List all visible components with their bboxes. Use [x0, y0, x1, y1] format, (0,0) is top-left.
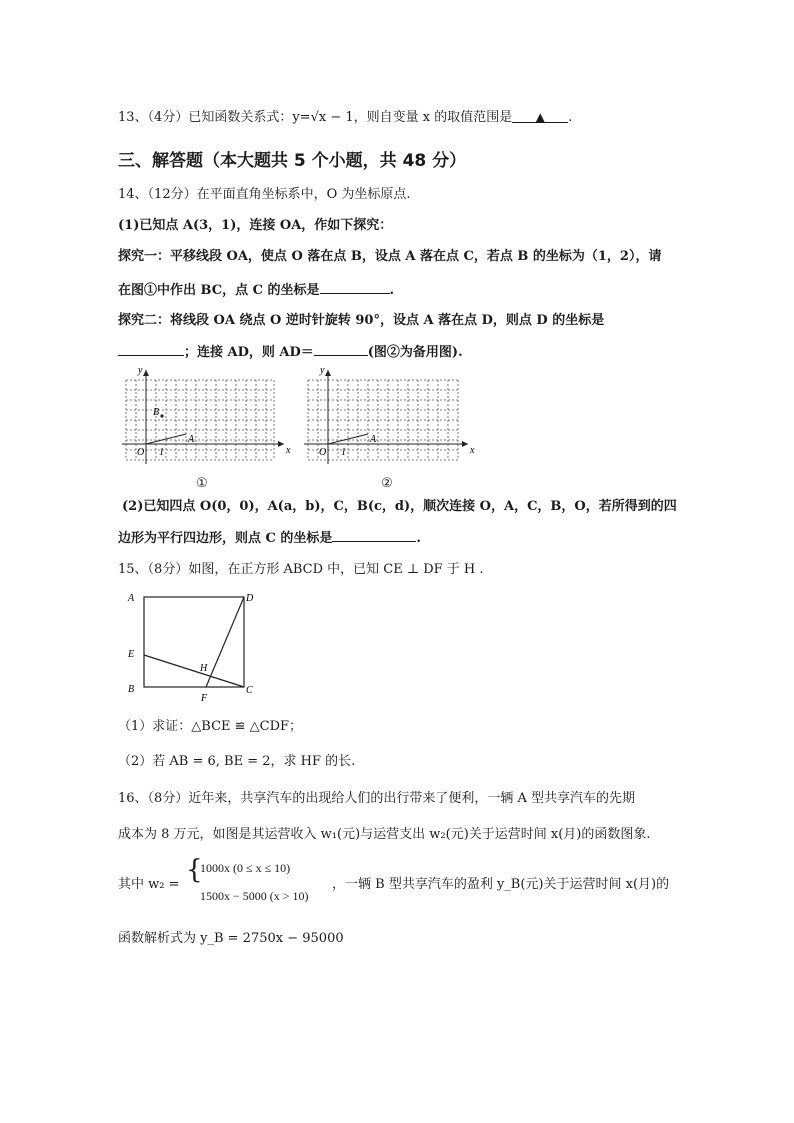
- segment-oa: [328, 434, 368, 444]
- q13-function: y=√x − 1: [292, 110, 354, 125]
- x-axis-arrow-icon: [462, 441, 468, 447]
- label-a: A: [128, 593, 135, 604]
- q14-part2-end: .: [416, 531, 421, 546]
- triangle-mark-icon: ▲: [535, 110, 545, 124]
- x-axis-label: x: [470, 445, 475, 456]
- q14-explore1-end: .: [389, 283, 395, 298]
- q16-line2: 成本为 8 万元，如图是其运营收入 w₁(元)与运营支出 w₂(元)关于运营时间 x(月)的函数图象.: [118, 827, 651, 842]
- q16-line1: 16、（8分）近年来，共享汽车的出现给人们的出行带来了便利，一辆 A 型共享汽车的先期: [118, 791, 635, 806]
- point-b: [160, 414, 163, 417]
- label-b: B: [128, 684, 135, 695]
- segment-oa: [146, 434, 186, 444]
- q14-explore2-b2: (图②为备用图).: [367, 345, 463, 360]
- square-abcd-figure: [118, 585, 268, 707]
- q14-ad-blank: [314, 343, 368, 356]
- q16-line3-suffix: ，一辆 B 型共享汽车的盈利 y_B(元)关于运营时间 x(月)的: [332, 877, 670, 892]
- segment-ce: [144, 655, 244, 687]
- label-d: D: [246, 593, 254, 604]
- label-c: C: [246, 685, 253, 696]
- q13-suffix: .: [568, 110, 573, 125]
- y-axis-label: y: [138, 365, 143, 376]
- q14-explore2-b1: ；连接 AD，则 AD＝: [184, 345, 314, 360]
- figure-2-caption: ②: [381, 476, 393, 491]
- coordinate-grid-figure-1: [118, 364, 298, 469]
- unit-label: 1: [159, 447, 164, 458]
- q16-case1: 1000x (0 ≤ x ≤ 10): [200, 861, 291, 875]
- q14-explore2-a: 探究二：将线段 OA 绕点 O 逆时针旋转 90°，设点 A 落在点 D，则点 D 的坐标是: [118, 313, 605, 328]
- grid-lines: [308, 380, 458, 460]
- q14-part2-a: (2)已知四点 O(0，0)，A(a，b)，C，B(c，d)，顺次连接 O，A，C，B，O，若所得到的四: [122, 499, 677, 514]
- grid-lines: [126, 380, 274, 460]
- x-axis-label: x: [286, 445, 291, 456]
- origin-label: O: [137, 447, 145, 458]
- coordinate-grid-figure-2: [300, 364, 480, 469]
- square-abcd: [144, 597, 244, 687]
- q14-part2-b-row: [118, 529, 421, 548]
- q15-head: 15、（8分）如图，在正方形 ABCD 中，已知 CE ⊥ DF 于 H .: [118, 562, 484, 577]
- q14-explore1-b-row: [118, 281, 394, 300]
- q16-case2: 1500x − 5000 (x > 10): [200, 889, 309, 903]
- q14-head: 14、（12分）在平面直角坐标系中，O 为坐标原点.: [118, 187, 411, 202]
- figure-1-caption: ①: [196, 476, 208, 491]
- y-axis-label: y: [320, 365, 325, 376]
- q14-explore1-a: 探究一：平移线段 OA，使点 O 落在点 B，设点 A 落在点 C，若点 B 的坐标为（1，2），请: [118, 249, 662, 264]
- y-axis-arrow-icon: [325, 370, 331, 376]
- q14-part2-b: 边形为平行四边形，则点 C 的坐标是: [118, 531, 333, 546]
- q14-part2-blank: [332, 529, 416, 542]
- q15-sub2: （2）若 AB = 6, BE = 2，求 HF 的长.: [118, 754, 356, 769]
- y-axis-arrow-icon: [143, 370, 149, 376]
- point-a-label: A: [370, 434, 377, 445]
- question-13: [118, 108, 572, 127]
- q14-d-blank: [118, 343, 184, 356]
- unit-label: 1: [341, 447, 346, 458]
- q14-explore2-b-row: [118, 343, 463, 362]
- point-b-label: B: [153, 407, 160, 418]
- q14-explore1-b: 在图①中作出 BC，点 C 的坐标是: [118, 283, 320, 298]
- origin-label: O: [319, 447, 327, 458]
- q16-line4: 函数解析式为 y_B = 2750x − 95000: [118, 931, 344, 946]
- q14-c-blank: [320, 281, 390, 294]
- label-f: F: [201, 693, 208, 704]
- q16-line3-prefix: 其中 w₂ =: [118, 877, 180, 892]
- q15-sub1: （1）求证：△BCE ≌ △CDF；: [118, 719, 303, 734]
- section-title: 三、解答题（本大题共 5 个小题，共 48 分）: [118, 151, 467, 171]
- left-brace-icon: {: [186, 855, 203, 885]
- point-a-label: A: [188, 434, 195, 445]
- label-e: E: [128, 649, 135, 660]
- q13-middle: ，则自变量 x 的取值范围是: [353, 110, 513, 125]
- x-axis-arrow-icon: [278, 441, 284, 447]
- q13-prefix: 13、（4分）已知函数关系式：: [118, 110, 293, 125]
- segment-df: [206, 597, 244, 687]
- q14-part1: (1)已知点 A(3，1)，连接 OA，作如下探究：: [118, 218, 393, 233]
- label-h: H: [200, 663, 208, 674]
- q13-answer-blank: [512, 108, 568, 123]
